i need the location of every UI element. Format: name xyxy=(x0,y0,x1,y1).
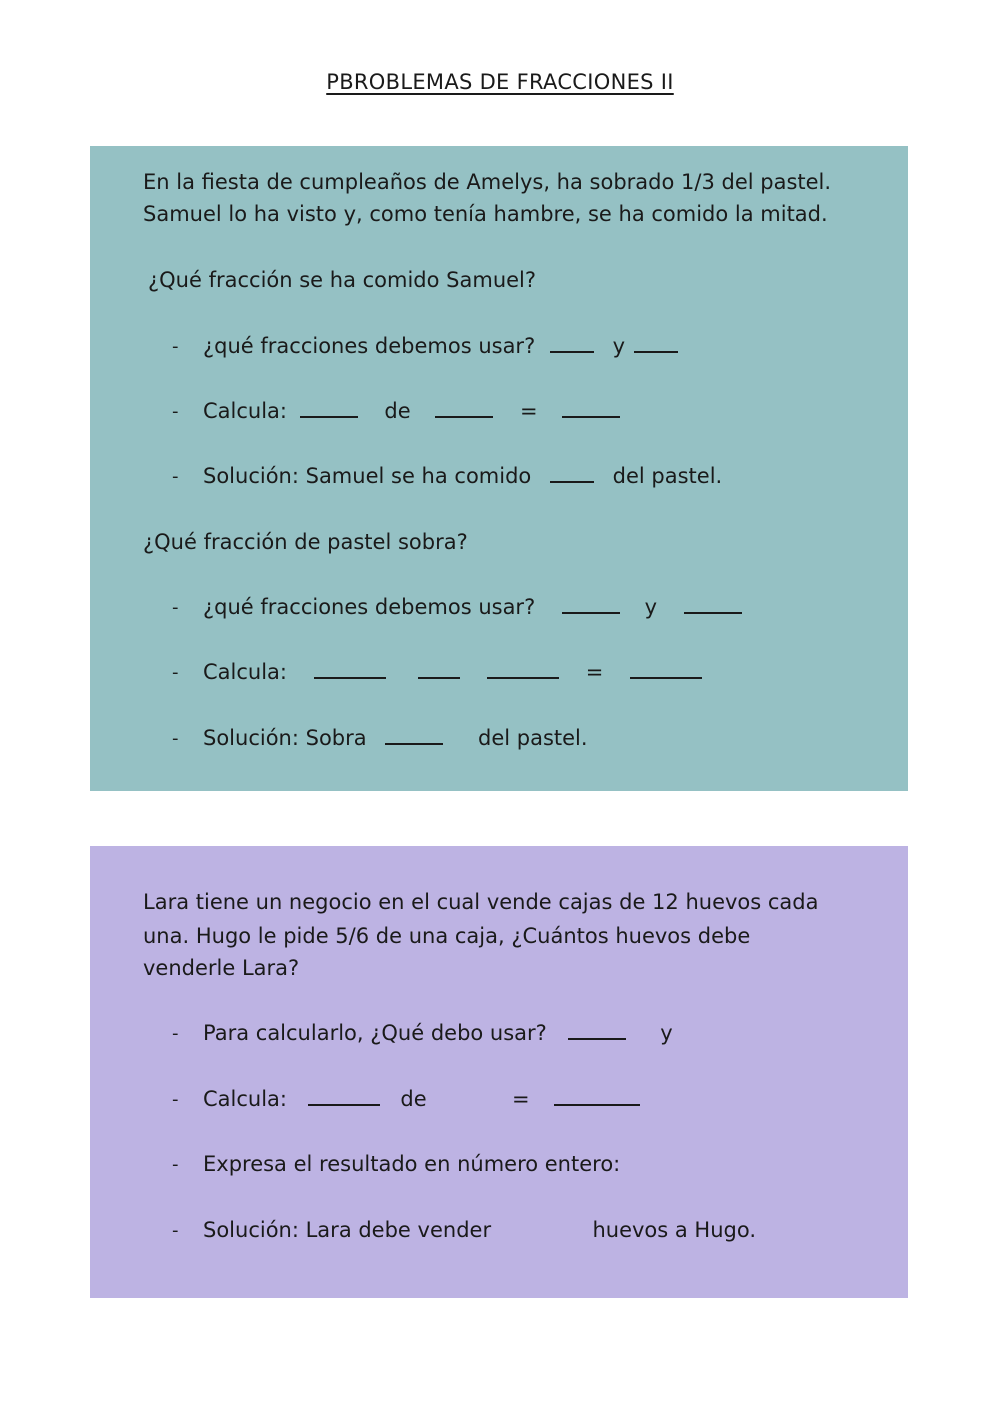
q2-step-3-tail: del pastel. xyxy=(478,726,588,750)
problem-1-panel xyxy=(90,146,908,791)
q2-step-3-label: Solución: Sobra xyxy=(203,726,367,750)
bullet-dash: - xyxy=(172,1154,179,1175)
p2-step-2 xyxy=(203,1089,642,1110)
bullet-dash: - xyxy=(172,401,179,422)
p2-step-3: Expresa el resultado en número entero: xyxy=(203,1152,621,1176)
bullet-dash: - xyxy=(172,597,179,618)
q1-fraction-blank-2[interactable] xyxy=(634,349,678,353)
q1-solution-blank[interactable] xyxy=(550,479,594,483)
problem-2-statement-line-3: venderle Lara? xyxy=(143,956,300,980)
p2-step-2-eq: = xyxy=(512,1087,530,1111)
p2-use-blank[interactable] xyxy=(568,1036,626,1040)
p2-step-1-and: y xyxy=(660,1021,673,1045)
p2-step-2-label: Calcula: xyxy=(203,1087,287,1111)
problem-1-question-1: ¿Qué fracción se ha comido Samuel? xyxy=(148,268,537,292)
problem-2-statement-line-1: Lara tiene un negocio en el cual vende cajas de 12 huevos cada xyxy=(143,890,819,914)
q1-step-1-label: ¿qué fracciones debemos usar? xyxy=(203,334,536,358)
q1-step-1-and: y xyxy=(612,334,626,358)
bullet-dash: - xyxy=(172,336,179,357)
q2-step-3 xyxy=(203,728,588,749)
q2-step-1-and: y xyxy=(644,595,658,619)
problem-1-statement-line-2: Samuel lo ha visto y, como tenía hambre, se ha comido la mitad. xyxy=(143,202,828,226)
p2-step-2-de: de xyxy=(400,1087,427,1111)
q1-step-2 xyxy=(203,401,622,422)
bullet-dash: - xyxy=(172,466,179,487)
q1-step-2-de: de xyxy=(384,399,411,423)
q1-step-2-label: Calcula: xyxy=(203,399,287,423)
q2-step-2-label: Calcula: xyxy=(203,660,287,684)
q1-step-2-eq: = xyxy=(520,399,538,423)
problem-2-statement-line-2: una. Hugo le pide 5/6 de una caja, ¿Cuántos huevos debe xyxy=(143,924,751,948)
bullet-dash: - xyxy=(172,728,179,749)
p2-step-4-label: Solución: Lara debe vender xyxy=(203,1218,492,1242)
problem-2-panel xyxy=(90,846,908,1298)
q1-calc-blank-1[interactable] xyxy=(300,414,358,418)
p2-calc-blank[interactable] xyxy=(308,1102,380,1106)
p2-step-4 xyxy=(203,1220,756,1241)
page-title: PBROBLEMAS DE FRACCIONES II xyxy=(326,70,674,94)
q2-step-1 xyxy=(203,597,744,618)
q2-step-2 xyxy=(203,662,704,683)
q2-calc-blank-2[interactable] xyxy=(487,675,559,679)
q2-calc-blank-1[interactable] xyxy=(314,675,386,679)
q1-calc-blank-2[interactable] xyxy=(435,414,493,418)
q2-operator-blank[interactable] xyxy=(418,675,460,679)
q2-calc-result-blank[interactable] xyxy=(630,675,702,679)
q1-step-3-label: Solución: Samuel se ha comido xyxy=(203,464,532,488)
q1-step-3 xyxy=(203,466,722,487)
p2-step-4-tail: huevos a Hugo. xyxy=(592,1218,757,1242)
p2-step-1 xyxy=(203,1023,673,1044)
q1-step-3-tail: del pastel. xyxy=(612,464,723,488)
problem-1-question-2: ¿Qué fracción de pastel sobra? xyxy=(143,530,468,554)
p2-step-1-label: Para calcularlo, ¿Qué debo usar? xyxy=(203,1021,547,1045)
problem-1-statement-line-1: En la fiesta de cumpleaños de Amelys, ha sobrado 1/3 del pastel. xyxy=(143,170,832,194)
q1-fraction-blank-1[interactable] xyxy=(550,349,594,353)
q2-fraction-blank-2[interactable] xyxy=(684,610,742,614)
bullet-dash: - xyxy=(172,1023,179,1044)
q1-calc-result-blank[interactable] xyxy=(562,414,620,418)
bullet-dash: - xyxy=(172,662,179,683)
q2-step-1-label: ¿qué fracciones debemos usar? xyxy=(203,595,536,619)
p2-calc-result-blank[interactable] xyxy=(554,1102,640,1106)
bullet-dash: - xyxy=(172,1089,179,1110)
q1-step-1 xyxy=(203,336,680,357)
q2-solution-blank[interactable] xyxy=(385,741,443,745)
bullet-dash: - xyxy=(172,1220,179,1241)
q2-step-2-eq: = xyxy=(585,660,604,684)
q2-fraction-blank-1[interactable] xyxy=(562,610,620,614)
